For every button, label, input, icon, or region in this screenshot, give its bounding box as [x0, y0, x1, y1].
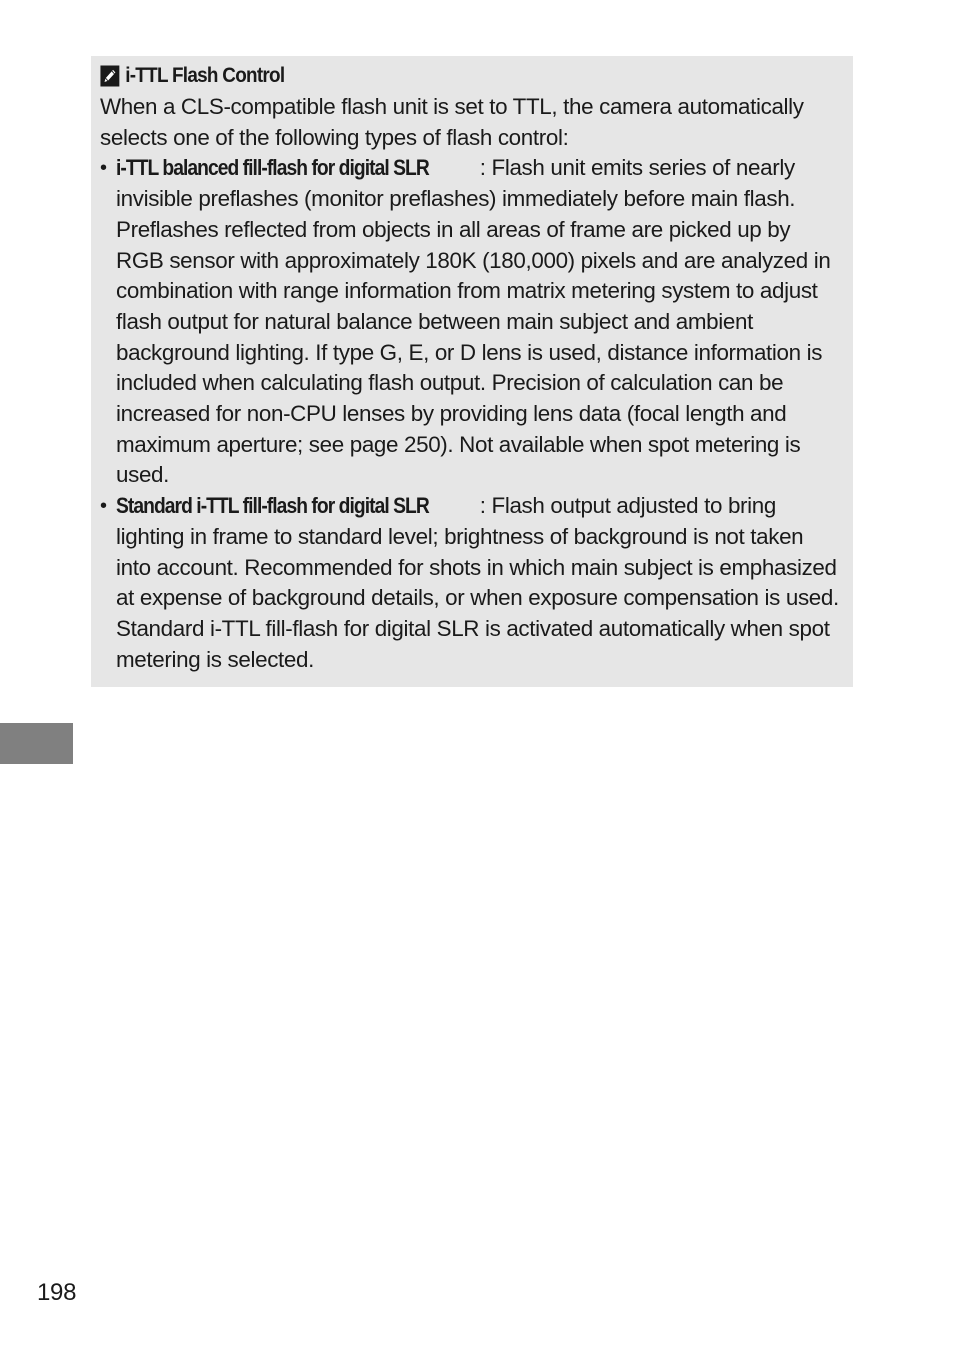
flash-control-list — [100, 153, 843, 675]
chapter-side-tab — [0, 723, 73, 764]
list-item — [100, 491, 843, 675]
list-item-text: : Flash unit emits series of nearly invisible preflashes (monitor preflashes) immediately before main flash. Preflashes reflected from objects in all areas of frame are picked up by RGB sensor with approximately 180K (180,000) pixels and are analyzed in combination with range information from matrix metering system to adjust flash output for natural balance between main subject and ambient background lighting. If type G, E, or D lens is used, distance information is included when calculating flash output. Precision of calculation can be increased for non-CPU lenses by providing lens data (focal length and maximum aperture; see page 250). Not available when spot metering is used. — [116, 155, 831, 488]
bullet: • — [100, 495, 107, 518]
note-box — [91, 56, 853, 687]
bullet: • — [100, 157, 107, 180]
page-number: 198 — [37, 1279, 77, 1306]
pencil-icon — [100, 65, 120, 87]
note-intro: When a CLS-compatible flash unit is set to TTL, the camera automatically selects one of the following types of flash control: — [100, 94, 804, 150]
list-item-text: : Flash output adjusted to bring lighting in frame to standard level; brightness of background is not taken into account. Recommended for shots in which main subject is emphasized at expense of background details, or when exposure compensation is used. Standard i-TTL fill-flash for digital SLR is activated automatically when spot metering is selected. — [116, 493, 839, 672]
note-title: i-TTL Flash Control — [125, 64, 285, 87]
list-item-term: Standard i-TTL fill-flash for digital SLR — [116, 493, 429, 519]
list-item — [100, 153, 843, 491]
list-item-term: i-TTL balanced fill-flash for digital SLR — [116, 155, 429, 181]
note-heading — [100, 62, 769, 90]
